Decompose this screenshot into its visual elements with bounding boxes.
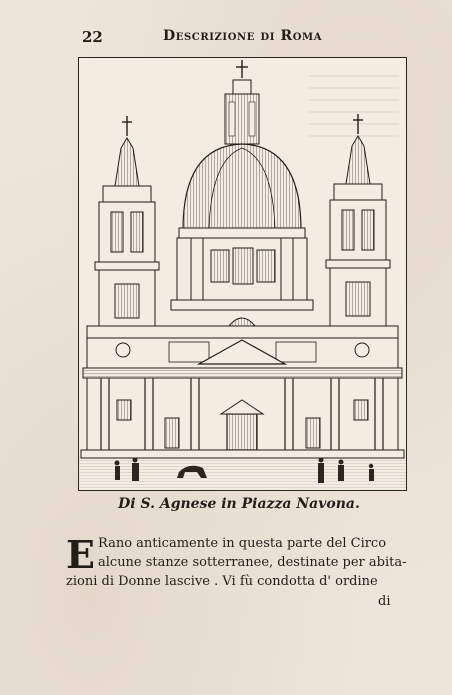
left-bell-tower <box>95 116 159 326</box>
church-engraving <box>79 58 406 490</box>
piazza-ground <box>79 456 406 490</box>
text-line-3: zioni di Donne lascive . Vi fù condotta d' ordine <box>66 574 378 589</box>
text-line-1: Rano anticamente in questa parte del Circo <box>98 536 387 551</box>
text-line-2: alcune stanze sotterranee, destinate per abita- <box>98 555 407 570</box>
engraving-plate <box>78 57 407 491</box>
plate-caption <box>0 496 452 512</box>
main-facade <box>81 318 404 458</box>
catchword: di <box>378 594 391 609</box>
page-header <box>0 28 452 50</box>
drop-cap: E <box>66 532 95 577</box>
page-number: 22 <box>82 28 103 46</box>
running-title: Descrizione di Roma <box>163 28 323 44</box>
dome <box>171 60 313 310</box>
right-bell-tower <box>326 114 390 326</box>
caption-text: Di S. Agnese in Piazza Navona. <box>118 496 360 512</box>
bleed-through-texture <box>309 76 399 136</box>
